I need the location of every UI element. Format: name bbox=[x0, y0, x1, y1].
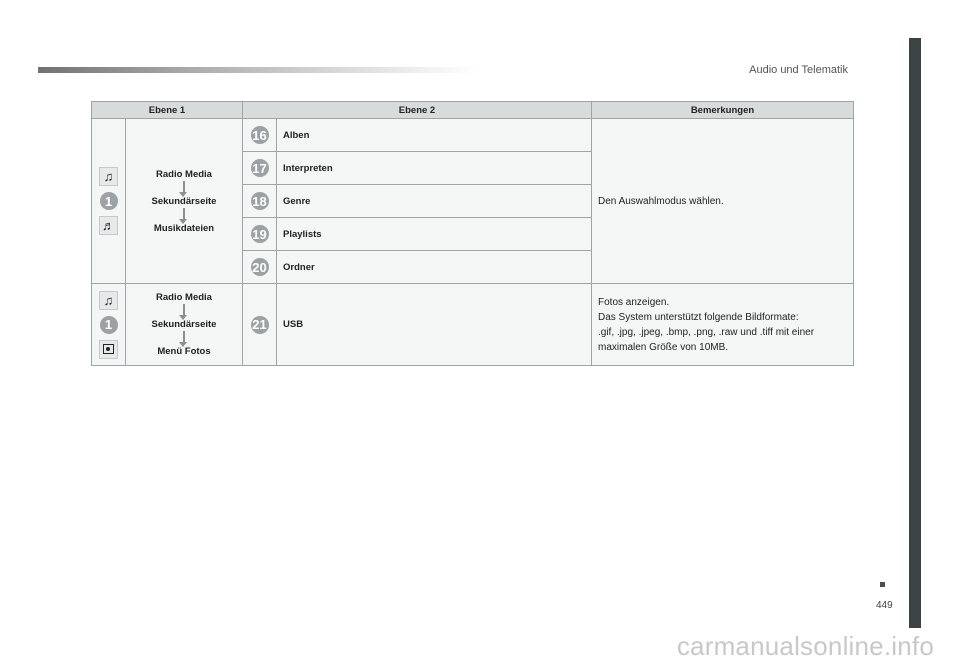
arrow-down-icon bbox=[183, 304, 185, 316]
item-label: Alben bbox=[277, 119, 592, 152]
item-label: Playlists bbox=[277, 218, 592, 251]
item-badge-cell bbox=[243, 284, 277, 366]
table-row bbox=[92, 284, 854, 366]
step-badge: 20 bbox=[252, 259, 267, 275]
flow-step: Radio Media bbox=[156, 168, 212, 180]
flow-step: Sekundärseite bbox=[151, 195, 217, 207]
item-label: USB bbox=[277, 284, 592, 366]
step-badge: 18 bbox=[252, 193, 267, 209]
group1-remark: Den Auswahlmodus wählen. bbox=[592, 119, 854, 284]
item-badge-cell bbox=[243, 119, 277, 152]
step-badge: 17 bbox=[252, 160, 267, 176]
music-note-icon: ♫ bbox=[99, 167, 118, 186]
flow-step: Musikdateien bbox=[153, 222, 215, 234]
table-row bbox=[92, 119, 854, 152]
remark-line: .gif, .jpg, .jpeg, .bmp, .png, .raw und .tiff mit einer bbox=[598, 326, 815, 338]
header-level1: Ebene 1 bbox=[92, 102, 243, 119]
item-badge-cell bbox=[243, 152, 277, 185]
photo-icon bbox=[99, 340, 118, 359]
item-badge-cell bbox=[243, 185, 277, 218]
item-label: Interpreten bbox=[277, 152, 592, 185]
remark-line: Fotos anzeigen. bbox=[598, 296, 670, 308]
item-label: Ordner bbox=[277, 251, 592, 284]
item-badge-cell bbox=[243, 251, 277, 284]
group1-icons bbox=[92, 119, 126, 284]
menu-table bbox=[91, 101, 854, 366]
arrow-down-icon bbox=[183, 331, 185, 343]
header-level2: Ebene 2 bbox=[243, 102, 592, 119]
table-header-row bbox=[92, 102, 854, 119]
arrow-down-icon bbox=[183, 181, 185, 193]
flow-step: Radio Media bbox=[156, 292, 212, 303]
group2-flow bbox=[126, 284, 243, 366]
page-marker bbox=[880, 582, 885, 587]
music-note-icon: ♫ bbox=[99, 291, 118, 310]
arrow-down-icon bbox=[183, 208, 185, 220]
side-tab-bar bbox=[909, 38, 921, 628]
flow-step: Menü Fotos bbox=[157, 346, 211, 357]
step-badge: 1 bbox=[100, 192, 118, 210]
section-title: Audio und Telematik bbox=[749, 64, 848, 76]
group2-icons bbox=[92, 284, 126, 366]
item-label: Genre bbox=[277, 185, 592, 218]
header-remarks: Bemerkungen bbox=[592, 102, 854, 119]
remark-line: maximalen Größe von 10MB. bbox=[598, 341, 729, 353]
page-number: 449 bbox=[876, 600, 893, 611]
header-gradient-bar bbox=[38, 67, 478, 73]
step-badge: 16 bbox=[252, 127, 267, 143]
group2-remark bbox=[592, 284, 854, 366]
group1-flow bbox=[126, 119, 243, 284]
remark-line: Das System unterstützt folgende Bildformate: bbox=[598, 311, 799, 323]
watermark: carmanualsonline.info bbox=[676, 631, 934, 661]
music-notes-icon: ♬ bbox=[99, 216, 118, 235]
item-badge-cell bbox=[243, 218, 277, 251]
step-badge: 1 bbox=[100, 316, 118, 334]
step-badge: 21 bbox=[252, 317, 267, 332]
step-badge: 19 bbox=[252, 226, 267, 242]
flow-step: Sekundärseite bbox=[151, 319, 217, 330]
